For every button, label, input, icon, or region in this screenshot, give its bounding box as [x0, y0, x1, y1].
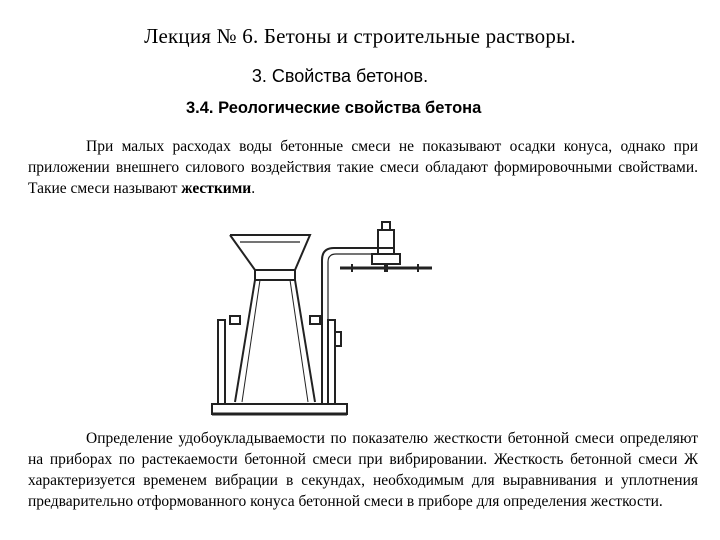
paragraph-text-end: .	[251, 180, 256, 197]
vibration-table-cone-apparatus-icon	[200, 220, 460, 420]
instrument-body	[372, 254, 400, 264]
cylinder-left-lug	[230, 316, 240, 324]
clamp-screw	[335, 332, 341, 346]
paragraph-text: При малых расходах воды бетонные смеси не показывают осадки конуса, однако при приложении внешнего силового воздействия такие смеси обладают формировочными свойствами. Такие смеси называют	[28, 138, 698, 197]
paragraph-text: Определение удобоукладываемости по показателю жесткости бетонной смеси определяют на приборах по растекаемости бетонной смеси при вибрировании. Жесткость бетонной смеси Ж характеризуется временем вибрации в секундах, необходимым для выравнивания и уплотнения предварительно отформованного конуса бетонной смеси в приборе для определения жесткости.	[28, 430, 698, 510]
cylinder-left-wall	[218, 320, 225, 404]
cylinder-right-wall	[328, 320, 335, 404]
section-heading: 3. Свойства бетонов.	[251, 66, 429, 86]
instrument-head	[378, 230, 394, 254]
instrument-knob	[382, 222, 390, 230]
lecture-title: Лекция № 6. Бетоны и строительные растворы.	[144, 24, 576, 48]
cylinder-right-lug	[310, 316, 320, 324]
funnel-outline	[230, 235, 310, 270]
funnel-neck	[255, 270, 295, 280]
paragraph-stiffness-definition	[28, 428, 698, 512]
paragraph-stiff-mixtures	[28, 136, 698, 199]
stand-rod-inner	[328, 254, 395, 404]
subsection-heading: 3.4. Реологические свойства бетона	[186, 99, 482, 117]
bold-term: жесткими	[181, 180, 252, 197]
